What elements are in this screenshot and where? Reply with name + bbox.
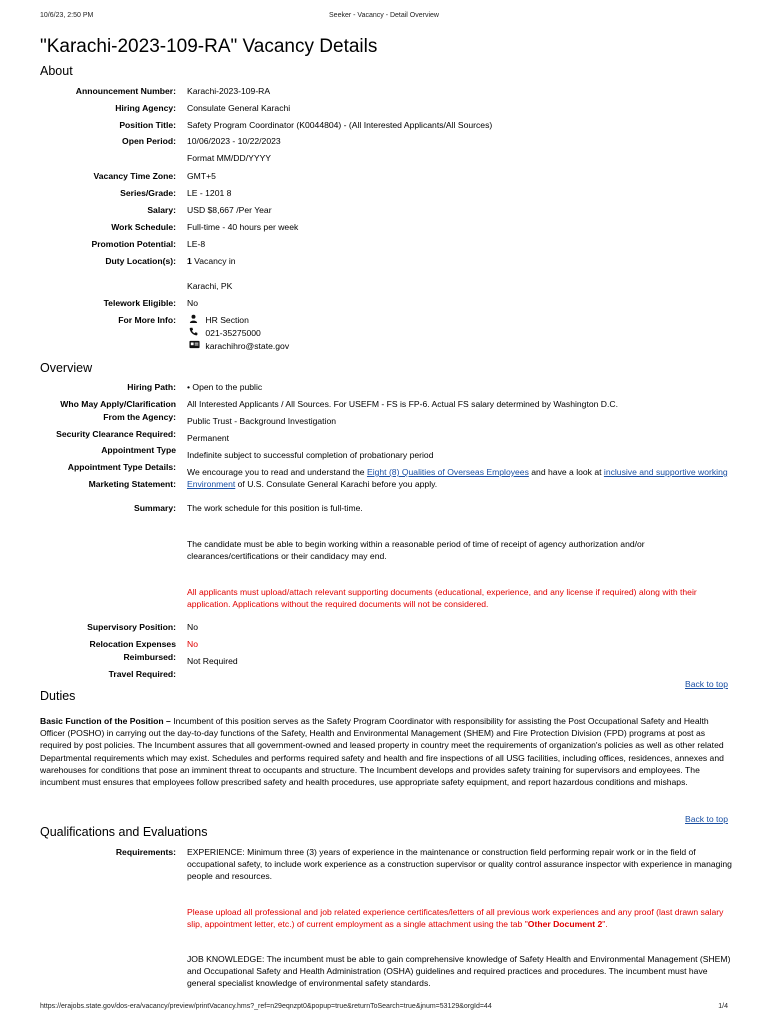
marketing-text-before: We encourage you to read and understand the xyxy=(187,467,367,477)
hiring-path-label: Hiring Path: xyxy=(127,382,176,392)
contact-phone: 021-35275000 xyxy=(205,328,261,338)
print-page-title: Seeker - Vacancy - Detail Overview xyxy=(329,12,439,19)
work-schedule-value: Full-time - 40 hours per week xyxy=(187,222,299,232)
duties-paragraph xyxy=(40,715,730,788)
duty-locations-label: Duty Location(s): xyxy=(105,256,176,266)
duties-text: Incumbent of this position serves as the Safety Program Coordinator with responsibility for assisting the Post Occupational Safety and Health Officer (POSHO) in carrying out the day-to-day functions of the Safety, Health and Environmental Management (SHEM) and Fire Protection Division (FPD) programs at post as required by post policies. The Incumbent assures that all government-owned and leased property in country meet the requirements of organization's policies as well as other related Departmental requirements which may exist. Schedules and performs required safety and health and fire inspections of all USG facilities, including offices, residences, annexes and warehouses for conditions that pose an imminent threat to occupants and structure. The Incumbent develops and provides safety training for supervisors and employees. The incumbent must ensures that employees follow prescribed safety and health procedures, use appropriate safety equipment, and report hazardous conditions and mishaps. xyxy=(40,716,724,788)
marketing-text-after: of U.S. Consulate General Karachi before you apply. xyxy=(235,479,438,489)
contact-email-line xyxy=(189,340,289,352)
email-card-icon xyxy=(189,340,203,352)
telework-value: No xyxy=(187,298,198,308)
vacancy-time-zone-value: GMT+5 xyxy=(187,171,216,181)
qualifications-heading: Qualifications and Evaluations xyxy=(40,825,208,839)
requirements-label: Requirements: xyxy=(115,847,176,857)
person-icon xyxy=(189,314,203,326)
summary-p3: All applicants must upload/attach relevant supporting documents (educational, experience, and any license if required) along with their application. Applications without the required documents will not be considered. xyxy=(187,587,697,609)
announcement-number-value: Karachi-2023-109-RA xyxy=(187,86,271,96)
back-to-top-link[interactable]: Back to top xyxy=(685,679,728,689)
hiring-agency-label: Hiring Agency: xyxy=(115,103,176,113)
marketing-text-middle: and have a look at xyxy=(528,467,604,477)
work-schedule-label: Work Schedule: xyxy=(111,222,176,232)
duties-lead: Basic Function of the Position – xyxy=(40,716,171,726)
upload-note-bold: Other Document 2 xyxy=(527,919,603,929)
open-period-format: Format MM/DD/YYYY xyxy=(187,153,272,163)
print-url: https://erajobs.state.gov/dos-era/vacancy/preview/printVacancy.hms?_ref=n29eqnzpt0&popup=true&returnToSearch=true&jnum=53129&orgId=44 xyxy=(40,1003,492,1010)
more-info-label: For More Info: xyxy=(118,315,176,325)
position-title-value: Safety Program Coordinator (K0044804) - (All Interested Applicants/All Sources) xyxy=(187,120,493,130)
series-grade-label: Series/Grade: xyxy=(120,188,176,198)
overview-heading: Overview xyxy=(40,361,93,375)
open-period-value: 10/06/2023 - 10/22/2023 xyxy=(187,136,281,146)
salary-label: Salary: xyxy=(147,205,176,215)
duty-locations-count-text: Vacancy in xyxy=(194,256,236,266)
print-page-number: 1/4 xyxy=(718,1003,728,1010)
marketing-statement-label: Marketing Statement: xyxy=(88,479,176,489)
who-may-apply-value: All Interested Applicants / All Sources. For USEFM - FS is FP-6. Actual FS salary determined by Washington D.C. xyxy=(187,399,618,409)
job-knowledge-text: JOB KNOWLEDGE: The incumbent must be able to gain comprehensive knowledge of Safety Health and Environmental Management (SHEM) and Occupational Safety and Health Administration (OSHA) guidelines and required practices and procedures. The incumbent must have general specialist knowledge of environmental safety standards. xyxy=(187,954,731,988)
hiring-agency-value: Consulate General Karachi xyxy=(187,103,291,113)
duties-heading: Duties xyxy=(40,689,76,703)
salary-value: USD $8,667 /Per Year xyxy=(187,205,272,215)
summary-p1: The work schedule for this position is full-time. xyxy=(187,503,363,513)
series-grade-value: LE - 1201 8 xyxy=(187,188,232,198)
promotion-potential-value: LE-8 xyxy=(187,239,206,249)
announcement-number-label: Announcement Number: xyxy=(75,86,176,96)
marketing-statement-value xyxy=(187,466,732,490)
security-clearance-label: Security Clearance Required: xyxy=(56,429,176,439)
position-title-label: Position Title: xyxy=(119,120,176,130)
from-agency-label: From the Agency: xyxy=(103,412,176,422)
relocation-label-2: Reimbursed: xyxy=(123,652,176,662)
travel-value: Not Required xyxy=(187,656,238,666)
eight-qualities-link[interactable]: Eight (8) Qualities of Overseas Employees xyxy=(366,467,529,477)
inclusive-environment-link[interactable]: inclusive and supportive working Environment xyxy=(187,467,728,489)
summary-p2: The candidate must be able to begin working within a reasonable period of time of receipt of agency authorization and/or clearances/certifications or their candidacy may end. xyxy=(187,539,645,561)
security-clearance-value: Permanent xyxy=(187,433,230,443)
print-header xyxy=(0,12,768,22)
experience-text: EXPERIENCE: Minimum three (3) years of experience in the maintenance or construction field performing repair work or in the field of occupational safety, to include work experience as a construction supervisor or quality control assurance inspector with experience in managing people and resources. xyxy=(187,847,732,881)
back-to-top-link-2[interactable]: Back to top xyxy=(685,814,728,824)
print-date: 10/6/23, 2:50 PM xyxy=(40,12,94,19)
open-period-label: Open Period: xyxy=(122,136,176,146)
upload-note-before: Please upload all professional and job related experience certificates/letters of all previous work experiences and any proof (last drawn salary slip, appointment letter, etc.) of current employment as a single attachment using the tab " xyxy=(187,907,724,929)
appointment-type-value: Indefinite subject to successful completion of probationary period xyxy=(187,450,434,460)
print-footer xyxy=(0,1003,768,1013)
upload-note xyxy=(187,906,732,930)
upload-note-after: ". xyxy=(602,919,608,929)
hiring-path-value: • Open to the public xyxy=(187,382,263,392)
contact-name: HR Section xyxy=(205,315,249,325)
page-title: "Karachi-2023-109-RA" Vacancy Details xyxy=(40,36,378,57)
contact-email[interactable]: karachihro@state.gov xyxy=(205,341,290,351)
duty-locations-count: 1 xyxy=(187,256,192,266)
phone-icon xyxy=(189,327,203,339)
duty-location-city: Karachi, PK xyxy=(187,281,233,291)
summary-label: Summary: xyxy=(133,503,176,513)
supervisory-label: Supervisory Position: xyxy=(87,622,176,632)
promotion-potential-label: Promotion Potential: xyxy=(91,239,176,249)
relocation-value: No xyxy=(187,639,198,649)
supervisory-value: No xyxy=(187,622,198,632)
who-may-apply-label: Who May Apply/Clarification xyxy=(60,399,176,409)
telework-label: Telework Eligible: xyxy=(103,298,176,308)
relocation-label: Relocation Expenses xyxy=(89,639,176,649)
about-heading: About xyxy=(40,64,73,78)
appointment-type-label: Appointment Type xyxy=(101,445,176,455)
contact-phone-line xyxy=(189,327,261,339)
contact-name-line xyxy=(189,314,249,326)
travel-label: Travel Required: xyxy=(108,669,176,679)
from-agency-value: Public Trust - Background Investigation xyxy=(187,416,337,426)
vacancy-time-zone-label: Vacancy Time Zone: xyxy=(93,171,176,181)
appointment-type-details-label: Appointment Type Details: xyxy=(67,462,176,472)
